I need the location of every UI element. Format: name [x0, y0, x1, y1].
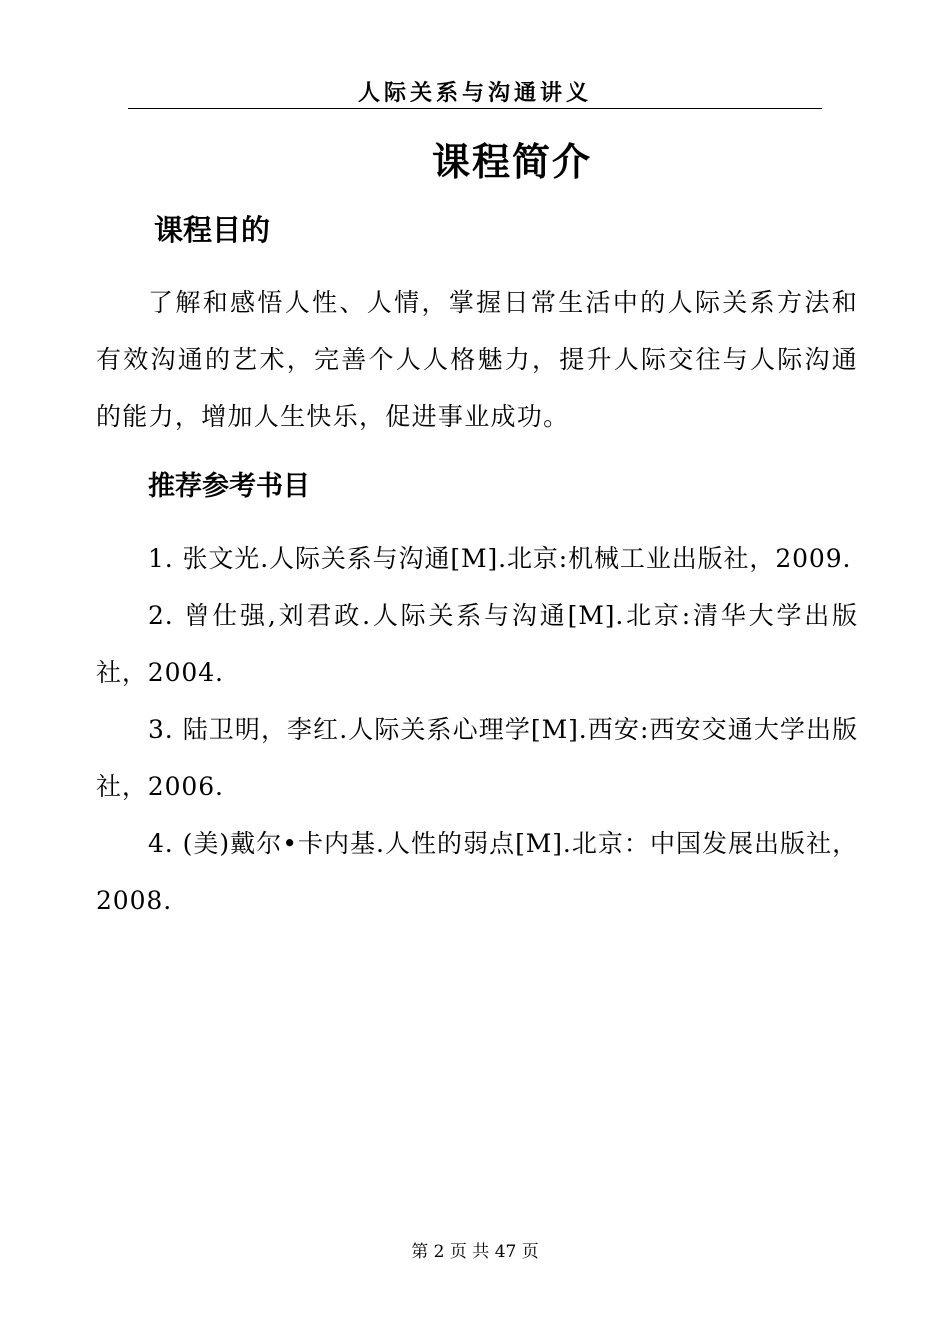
purpose-paragraph-block — [96, 274, 858, 445]
page-number-footer: 第 2 页 共 47 页 — [411, 1242, 539, 1262]
reference-book-item: 2. 曾仕强,刘君政.人际关系与沟通[M].北京:清华大学出版社，2004. — [96, 601, 858, 687]
reference-book-item: 4. (美)戴尔•卡内基.人性的弱点[M].北京：中国发展出版社，2008. — [96, 829, 858, 915]
running-header-title: 人际关系与沟通讲义 — [357, 80, 592, 106]
section-heading-books: 推荐参考书目 — [148, 471, 310, 502]
purpose-paragraph: 了解和感悟人性、人情，掌握日常生活中的人际关系方法和有效沟通的艺术，完善个人人格魅力，提升人际交往与人际沟通的能力，增加人生快乐，促进事业成功。 — [96, 288, 858, 431]
section-heading-purpose: 课程目的 — [154, 213, 271, 247]
page-title: 课程简介 — [431, 139, 592, 184]
reference-book-list — [96, 530, 858, 929]
reference-book-item: 1. 张文光.人际关系与沟通[M].北京:机械工业出版社，2009. — [148, 544, 852, 573]
running-header — [128, 78, 822, 109]
reference-book-item: 3. 陆卫明，李红.人际关系心理学[M].西安:西安交通大学出版社，2006. — [96, 715, 858, 801]
